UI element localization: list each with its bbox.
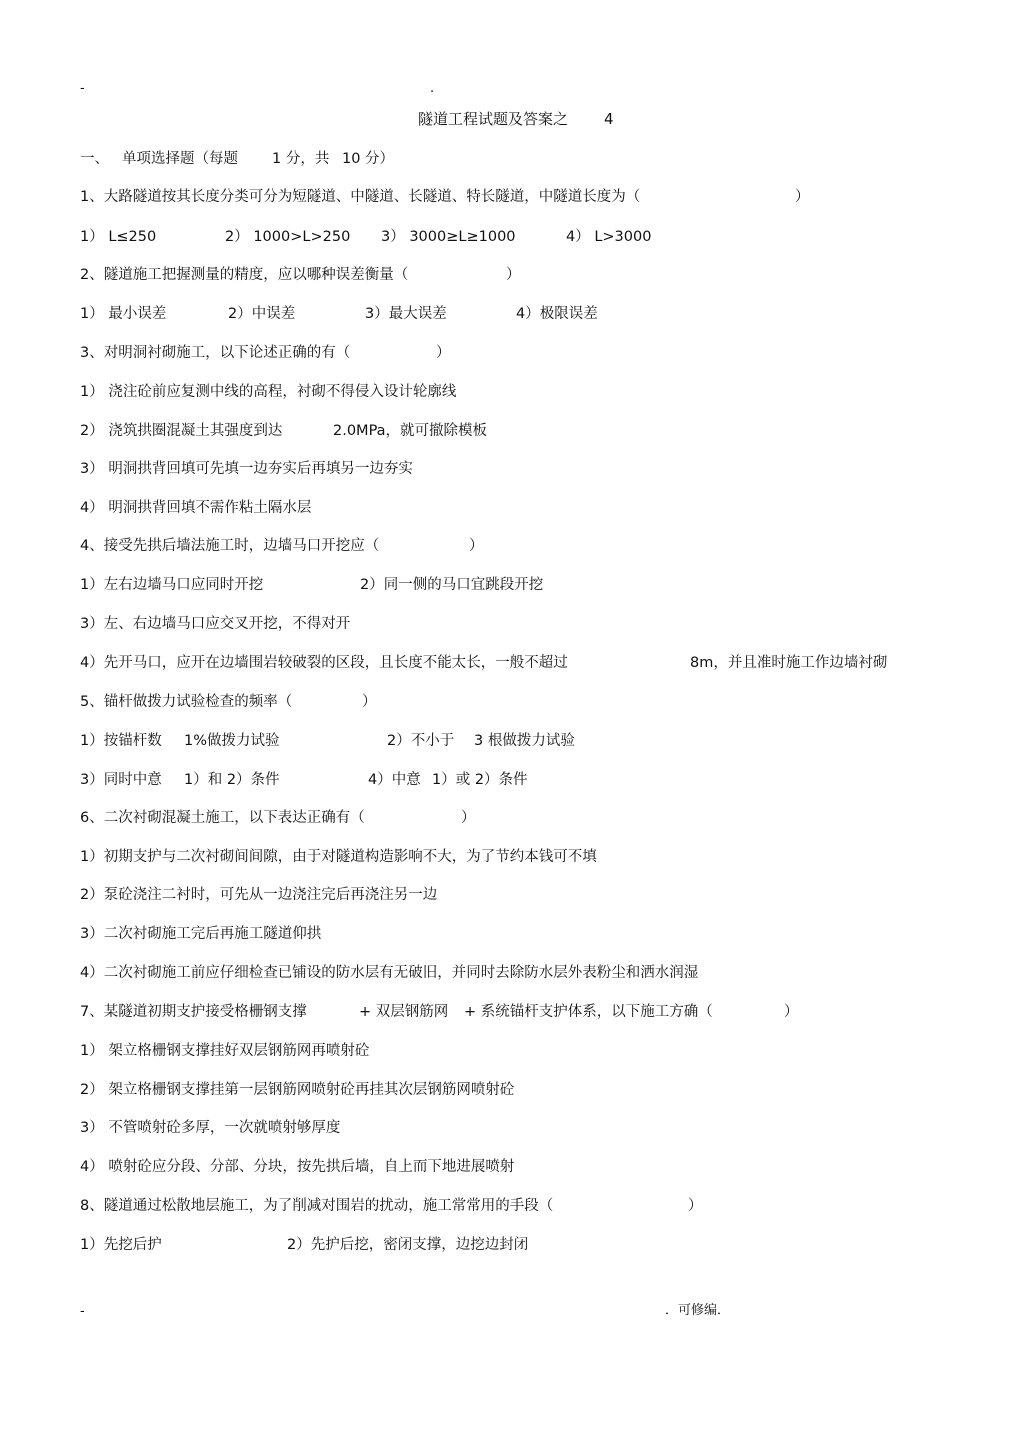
question-6-option-3: 3）二次衬砌施工完后再施工隧道仰拱: [80, 926, 322, 942]
question-1-option-1: 1） L≤250: [80, 229, 157, 245]
question-2-option-3: 3）最大误差: [365, 306, 447, 322]
header-right-mark: .: [430, 81, 435, 96]
footer-note: ．可修编．: [665, 1303, 731, 1318]
question-3-option-2b: 2.0MPa，就可撤除模板: [333, 423, 488, 439]
question-1-stem: 1、大路隧道按其长度分类可分为短隧道、中隧道、长隧道、特长隧道，中隧道长度为（: [80, 189, 641, 205]
question-8-stem: 8、隧道通过松散地层施工，为了削减对围岩的扰动，施工常常用的手段（: [80, 1198, 554, 1214]
question-7-option-2: 2） 架立格栅钢支撑挂第一层钢筋网喷射砼再挂其次层钢筋网喷射砼: [80, 1082, 515, 1098]
question-7-stem-a: 7、某隧道初期支护接受格栅钢支撑: [80, 1004, 307, 1020]
question-1-option-2: 2） 1000>L>250: [225, 229, 351, 245]
question-1-option-4: 4） L>3000: [566, 229, 652, 245]
question-3-close: ）: [436, 345, 451, 361]
question-2-option-4: 4）极限误差: [516, 306, 598, 322]
question-5-close: ）: [362, 694, 377, 710]
question-5-option-4a: 4）中意: [368, 772, 421, 788]
question-4-option-2: 2）同一侧的马口宜跳段开挖: [360, 577, 544, 593]
question-1-option-3: 3） 3000≥L≥1000: [381, 229, 516, 245]
question-8-option-2: 2）先护后挖，密闭支撑，边挖边封闭: [287, 1237, 529, 1253]
question-5-option-4b: 1）或 2）条件: [432, 772, 528, 788]
page-title-number: 4: [604, 110, 614, 128]
question-7-stem-b: + 双层钢筋网: [359, 1004, 449, 1020]
question-5-option-1b: 1%做拨力试验: [184, 733, 280, 749]
section-heading: 单项选择题（每题: [122, 151, 238, 167]
question-6-stem: 6、二次衬砌混凝土施工，以下表达正确有（: [80, 810, 365, 826]
question-7-option-1: 1） 架立格栅钢支撑挂好双层钢筋网再喷射砼: [80, 1043, 370, 1059]
question-4-close: ）: [469, 538, 484, 554]
page-title: 隧道工程试题及答案之: [418, 110, 569, 128]
question-7-option-3: 3） 不管喷射砼多厚，一次就喷射够厚度: [80, 1120, 341, 1136]
question-5-option-3b: 1）和 2）条件: [184, 772, 280, 788]
footer-left-mark: -: [80, 1304, 85, 1319]
question-7-option-4: 4） 喷射砼应分段、分部、分块，按先拱后墙，自上而下地进展喷射: [80, 1159, 515, 1175]
question-6-option-4: 4）二次衬砌施工前应仔细检查已铺设的防水层有无破旧，并同时去除防水层外表粉尘和洒水润湿: [80, 965, 699, 981]
question-5-option-1a: 1）按锚杆数: [80, 733, 162, 749]
question-3-option-4: 4） 明洞拱背回填不需作粘土隔水层: [80, 500, 312, 516]
question-4-option-4b: 8m，并且准时施工作边墙衬砌: [690, 655, 888, 671]
question-7-close: ）: [784, 1004, 799, 1020]
question-4-option-1: 1）左右边墙马口应同时开挖: [80, 577, 264, 593]
question-2-stem: 2、隧道施工把握测量的精度，应以哪种误差衡量（: [80, 267, 409, 283]
question-1-close: ）: [795, 189, 810, 205]
section-total: 10 分）: [342, 151, 395, 167]
question-3-stem: 3、对明洞衬砌施工，以下论述正确的有（: [80, 345, 351, 361]
question-3-option-3: 3） 明洞拱背回填可先填一边夯实后再填另一边夯实: [80, 461, 413, 477]
question-3-option-1: 1） 浇注砼前应复测中线的高程，衬砌不得侵入设计轮廓线: [80, 384, 457, 400]
question-6-option-2: 2）泵砼浇注二衬时，可先从一边浇注完后再浇注另一边: [80, 887, 438, 903]
section-label: 一、: [80, 151, 109, 167]
question-3-option-2a: 2） 浇筑拱圈混凝土其强度到达: [80, 423, 283, 439]
question-4-stem: 4、接受先拱后墙法施工时，边墙马口开挖应（: [80, 538, 380, 554]
question-5-option-2a: 2）不小于: [387, 733, 455, 749]
question-5-option-3a: 3）同时中意: [80, 772, 162, 788]
question-4-option-4a: 4）先开马口，应开在边墙围岩较破裂的区段，且长度不能太长，一般不超过: [80, 655, 568, 671]
header-left-mark: -: [80, 81, 85, 96]
question-5-option-2b: 3 根做拨力试验: [474, 733, 575, 749]
question-5-stem: 5、锚杆做拨力试验检查的频率（: [80, 694, 293, 710]
question-6-close: ）: [461, 810, 476, 826]
question-6-option-1: 1）初期支护与二次衬砌间间隙，由于对隧道构造影响不大，为了节约本钱可不填: [80, 849, 597, 865]
question-8-close: ）: [688, 1198, 703, 1214]
question-2-option-2: 2）中误差: [228, 306, 296, 322]
section-score: 1 分，共: [272, 151, 330, 167]
question-4-option-3: 3）左、右边墙马口应交叉开挖，不得对开: [80, 616, 351, 632]
question-2-close: ）: [506, 267, 521, 283]
question-2-option-1: 1） 最小误差: [80, 306, 167, 322]
question-7-stem-c: + 系统锚杆支护体系，以下施工方确（: [464, 1004, 713, 1020]
question-8-option-1: 1）先挖后护: [80, 1237, 162, 1253]
